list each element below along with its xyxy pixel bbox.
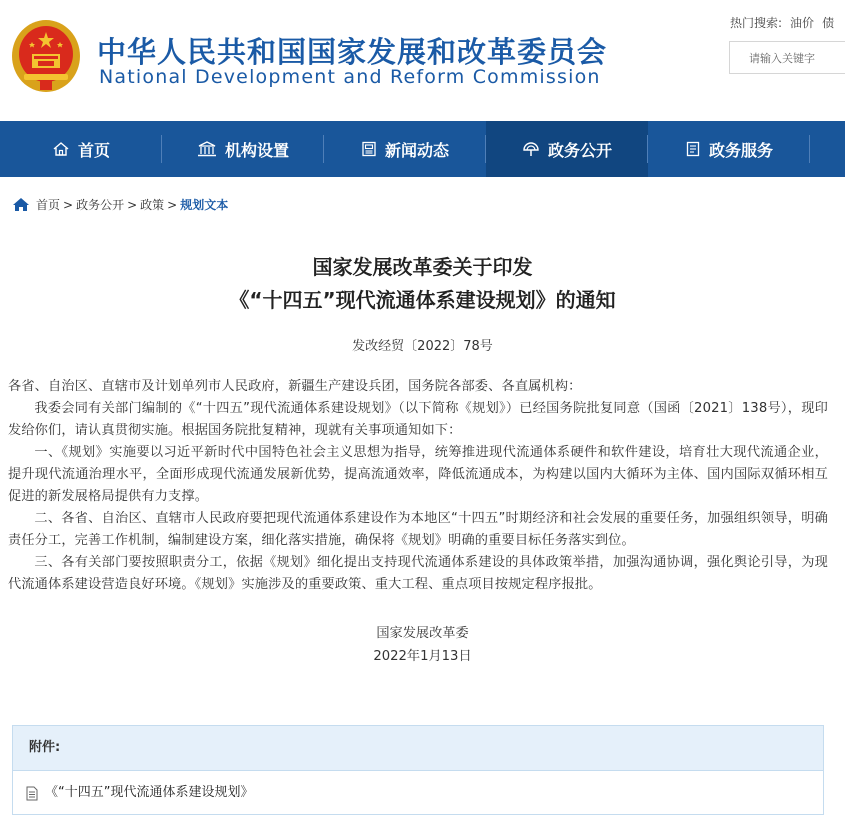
main-nav xyxy=(0,121,845,177)
building-icon xyxy=(197,141,217,157)
nav-item-news[interactable] xyxy=(324,121,486,177)
attachment-link[interactable] xyxy=(13,771,823,815)
home-icon xyxy=(52,141,70,157)
search-box[interactable] xyxy=(729,41,845,74)
document-number: 发改经贸〔2022〕78号 xyxy=(352,339,493,354)
nav-label: 首页 xyxy=(77,140,110,160)
breadcrumb-separator: > xyxy=(63,197,74,212)
nav-label: 政务公开 xyxy=(547,140,612,160)
hot-search-label: 热门搜索: xyxy=(730,16,783,30)
paragraph: 我委会同有关部门编制的《“十四五”现代流通体系建设规划》（以下简称《规划》）已经国务院批复同意（国函〔2021〕138号），现印发给你们，请认真贯彻实施。根据国务院批复精神，现就有关事项通知如下： xyxy=(8,401,828,438)
document-title-line2: 《“十四五”现代流通体系建设规划》的通知 xyxy=(229,288,616,312)
nav-item-services[interactable] xyxy=(648,121,810,177)
paragraph: 一、《规划》实施要以习近平新时代中国特色社会主义思想为指导，统筹推进现代流通体系硬件和软件建设，培育壮大现代流通企业，提升现代流通治理水平，全面形成现代流通发展新优势，提高流通效率，降低流通成本，为构建以国内大循环为主体、国内国际双循环相互促进的新发展格局提供有力支撑。 xyxy=(8,445,828,504)
national-emblem-icon[interactable] xyxy=(10,18,82,96)
home-icon[interactable] xyxy=(12,197,30,212)
site-title-cn[interactable]: 中华人民共和国国家发展和改革委员会 xyxy=(97,35,608,69)
attachment-label: 附件: xyxy=(13,726,823,771)
nav-item-gov-affairs[interactable] xyxy=(486,121,648,177)
document-file-icon xyxy=(25,786,39,801)
nav-label: 新闻动态 xyxy=(384,140,449,160)
nav-item-institutions[interactable] xyxy=(162,121,324,177)
breadcrumb xyxy=(12,196,228,213)
document-body xyxy=(8,376,828,596)
sign-date: 2022年1月13日 xyxy=(373,649,472,664)
nav-item-home[interactable] xyxy=(0,121,162,177)
nav-divider xyxy=(809,135,810,163)
salutation: 各省、自治区、直辖市及计划单列市人民政府，新疆生产建设兵团，国务院各部委、各直属机构： xyxy=(8,379,582,394)
nav-label: 政务服务 xyxy=(708,140,773,160)
attachment-name[interactable]: 《“十四五”现代流通体系建设规划》 xyxy=(45,785,254,800)
service-icon xyxy=(685,141,701,157)
paragraph: 二、各省、自治区、直辖市人民政府要把现代流通体系建设作为本地区“十四五”时期经济和社会发展的重要任务，加强组织领导，明确责任分工，完善工作机制，编制建设方案，细化落实措施，确保将《规划》明确的重要目标任务落实到位。 xyxy=(8,511,828,548)
attachment-panel xyxy=(12,725,824,815)
nav-label: 机构设置 xyxy=(224,140,289,160)
site-header xyxy=(0,0,845,120)
site-title-en[interactable]: National Development and Reform Commission xyxy=(99,66,601,88)
news-icon xyxy=(361,141,377,157)
hot-search xyxy=(730,14,842,31)
document-title-line1: 国家发展改革委关于印发 xyxy=(312,255,533,279)
breadcrumb-policy[interactable]: 政策 xyxy=(140,198,165,212)
paragraph: 三、各有关部门要按照职责分工，依据《规划》细化提出支持现代流通体系建设的具体政策举措，加强沟通协调，强化舆论引导，为现代流通体系建设营造良好环境。《规划》实施涉及的重要政策、重大工程、重点项目按规定程序报批。 xyxy=(8,555,828,592)
hot-search-term[interactable]: 油价 xyxy=(790,16,815,30)
breadcrumb-separator: > xyxy=(127,197,138,212)
breadcrumb-home[interactable]: 首页 xyxy=(36,198,61,212)
signer: 国家发展改革委 xyxy=(376,626,469,641)
search-input[interactable] xyxy=(730,42,845,75)
breadcrumb-separator: > xyxy=(167,197,178,212)
broadcast-icon xyxy=(522,141,540,157)
hot-search-term[interactable]: 债 xyxy=(822,16,835,30)
breadcrumb-gov-affairs[interactable]: 政务公开 xyxy=(76,198,125,212)
breadcrumb-plan-text[interactable]: 规划文本 xyxy=(180,198,229,212)
